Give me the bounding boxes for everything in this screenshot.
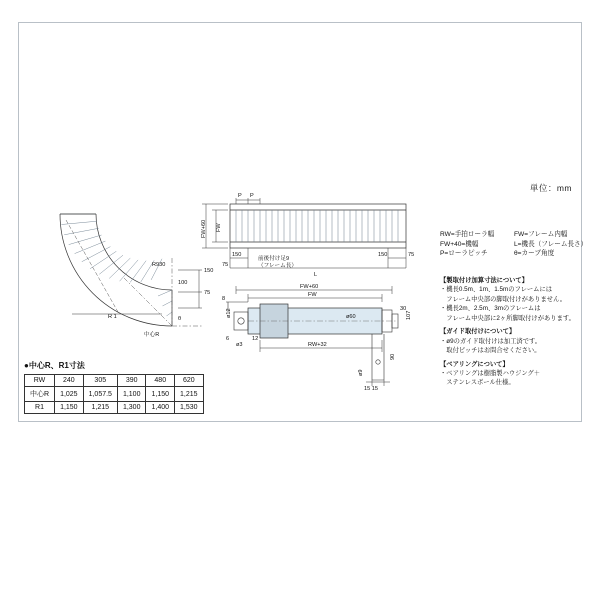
curve-dim-150: 150 [204,268,214,274]
roller-rw32: RW+32 [308,342,327,348]
plan-and-side-views [196,190,432,410]
table-cell: 240 [55,375,84,387]
roller-dia-60: ø60 [346,314,356,320]
note1-l2: フレーム中央部の脚取付けがありません。 [440,295,567,303]
table-cell: 1,025 [55,387,84,402]
table-cell: 1,215 [83,402,117,414]
detail-d12: ø12 [226,308,232,318]
roller-d30: 30 [400,306,407,312]
table-cell: 1,150 [146,387,175,402]
plan-75-left: 75 [222,262,229,268]
table-head-center-r: 中心R [25,387,55,402]
legend-theta: θ=カーブ角度 [514,250,555,258]
legend-rw: RW=手拍ローラ幅 [440,231,495,238]
legend-fw: FW=フレーム内幅 [514,231,568,238]
curve-dim-75: 75 [204,290,211,296]
table-cell: 1,215 [175,387,204,402]
plan-150-right: 150 [378,252,388,258]
curve-dim-100: 100 [178,280,188,286]
roller-d107: 107 [406,310,412,320]
roller-d90: 90 [390,353,396,360]
note3-heading: 【ベアリングについて】 [440,360,509,368]
table-cell: 480 [146,375,175,387]
plan-p1: P [238,193,242,199]
curve-center-r-label: 中心R [144,332,160,338]
table-cell: 1,057.5 [83,387,117,402]
legend-p: P=ローラピッチ [440,250,488,258]
legend-l: L=機長（フレーム長さ） [514,240,588,248]
plan-frame-note2: （フレーム長） [258,263,297,269]
detail-d8: 8 [222,296,226,302]
note1-l3: ・機長2m、2.5m、3mのフレームは [440,305,541,313]
table-cell: 1,300 [117,402,146,414]
table-cell: 1,150 [55,402,84,414]
curve-r1-label: R 1 [108,314,117,320]
note3-l1: ・ベアリングは樹脂製ハウジング＋ [440,369,541,377]
note2-heading: 【ガイド取付けについて】 [440,328,516,336]
detail-d3: ø3 [236,342,243,348]
unit-note: 単位：mm [529,183,572,193]
plan-p2: P [250,193,254,199]
bracket-d15: 15 15 [364,386,378,392]
legend-block [440,230,590,259]
curve-angle: θ [178,316,182,322]
bracket-d9: ø9 [358,369,364,376]
dimension-table-wrap [24,360,204,414]
plan-fw60-left: FW+60 [201,219,207,238]
notes-block [440,276,592,392]
legend-fw40: FW+40=機幅 [440,240,479,248]
table-cell: 305 [83,375,117,387]
plan-l: L [314,272,318,278]
note2-l1: ・ø9のガイド取付けは加工済です。 [440,337,542,345]
note1-l1: ・機長0.5m、1m、1.5mのフレームには [440,286,553,294]
table-cell: 390 [117,375,146,387]
note1-l4: フレーム中央部に2ヶ所脚取付けがあります。 [440,314,575,322]
table-cell: 620 [175,375,204,387]
table-row [25,387,204,402]
table-row [25,402,204,414]
plan-75-right: 75 [408,252,415,258]
plan-fw-left: FW [216,223,222,232]
side-fw: FW [308,292,317,298]
detail-d6: 6 [226,336,230,342]
curve-r930: R930 [152,262,166,268]
note2-l2: 取付ピッチはお問合せください。 [440,347,541,355]
table-cell: 1,530 [175,402,204,414]
plan-frame-note1: 前後付け足9 [258,256,290,262]
side-fw60: FW+60 [300,284,319,290]
table-title: ●中心R、R1寸法 [24,361,85,370]
detail-d12b: 12 [252,336,259,342]
table-row [25,375,204,387]
note3-l2: ステンレスボール仕様。 [440,379,515,387]
table-cell: 1,100 [117,387,146,402]
dimension-table [24,374,204,414]
plan-150-left: 150 [232,252,242,258]
table-head-rw: RW [25,375,55,387]
table-head-r1: R1 [25,402,55,414]
table-cell: 1,400 [146,402,175,414]
note1-heading: 【製取付け加算寸法について】 [440,277,529,284]
